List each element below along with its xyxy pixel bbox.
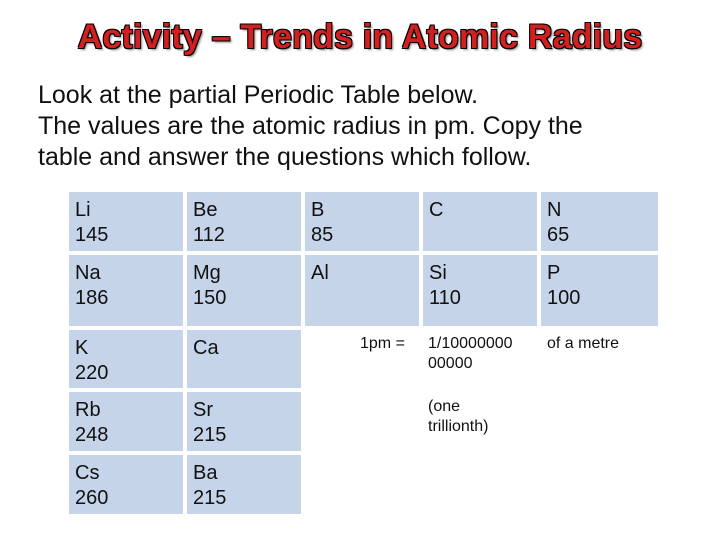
element-cell-na — [69, 255, 183, 326]
element-symbol: Li — [75, 199, 91, 221]
element-cell-n — [541, 192, 658, 251]
intro-line: Look at the partial Periodic Table below. — [38, 81, 479, 109]
element-radius: 248 — [75, 424, 109, 446]
element-cell-ca — [187, 330, 301, 388]
element-radius: 112 — [193, 224, 225, 246]
pm-unit: of a metre — [547, 335, 620, 352]
element-cell-c — [423, 192, 537, 251]
element-radius: 186 — [75, 287, 109, 309]
element-cell-cs — [69, 455, 183, 514]
element-cell-sr — [187, 392, 301, 451]
element-symbol: Na — [75, 262, 101, 284]
element-symbol: Be — [193, 199, 218, 221]
element-cell-mg — [187, 255, 301, 326]
pm-fraction-line: 00000 — [428, 355, 473, 372]
intro-text — [38, 80, 698, 173]
element-cell-ba — [187, 455, 301, 514]
element-radius: 150 — [193, 287, 227, 309]
pm-fraction — [428, 334, 513, 374]
element-radius: 65 — [547, 224, 570, 246]
element-radius: 220 — [75, 362, 109, 384]
element-cell-k — [69, 330, 183, 388]
pm-label: 1pm = — [360, 335, 405, 352]
element-cell-p — [541, 255, 658, 326]
element-radius: 85 — [311, 224, 334, 246]
element-radius: 215 — [193, 424, 227, 446]
intro-line: The values are the atomic radius in pm. Copy the — [38, 112, 583, 140]
intro-line: table and answer the questions which follow. — [38, 143, 532, 171]
element-symbol: Ca — [193, 337, 219, 359]
element-radius: 100 — [547, 287, 581, 309]
pm-words-line: (one — [428, 398, 461, 415]
element-symbol: P — [547, 262, 561, 284]
element-symbol: Al — [311, 262, 329, 284]
element-symbol: Ba — [193, 462, 218, 484]
element-symbol: Mg — [193, 262, 221, 284]
pm-fraction-line: 1/10000000 — [428, 335, 513, 352]
element-cell-rb — [69, 392, 183, 451]
element-radius: 215 — [193, 487, 227, 509]
element-symbol: Rb — [75, 399, 101, 421]
element-symbol: Sr — [193, 399, 213, 421]
element-cell-al — [305, 255, 419, 326]
element-symbol: B — [311, 199, 325, 221]
pm-words — [428, 397, 488, 437]
page-title: Activity – Trends in Atomic Radius — [77, 18, 643, 56]
element-symbol: Si — [429, 262, 447, 284]
element-radius: 145 — [75, 224, 109, 246]
element-cell-li — [69, 192, 183, 251]
element-symbol: Cs — [75, 462, 100, 484]
element-radius: 260 — [75, 487, 109, 509]
element-cell-si — [423, 255, 537, 326]
element-symbol: K — [75, 337, 89, 359]
element-cell-be — [187, 192, 301, 251]
element-radius: 110 — [429, 287, 461, 309]
element-symbol: N — [547, 199, 562, 221]
element-cell-b — [305, 192, 419, 251]
pm-words-line: trillionth) — [428, 418, 489, 435]
element-symbol: C — [429, 199, 444, 221]
